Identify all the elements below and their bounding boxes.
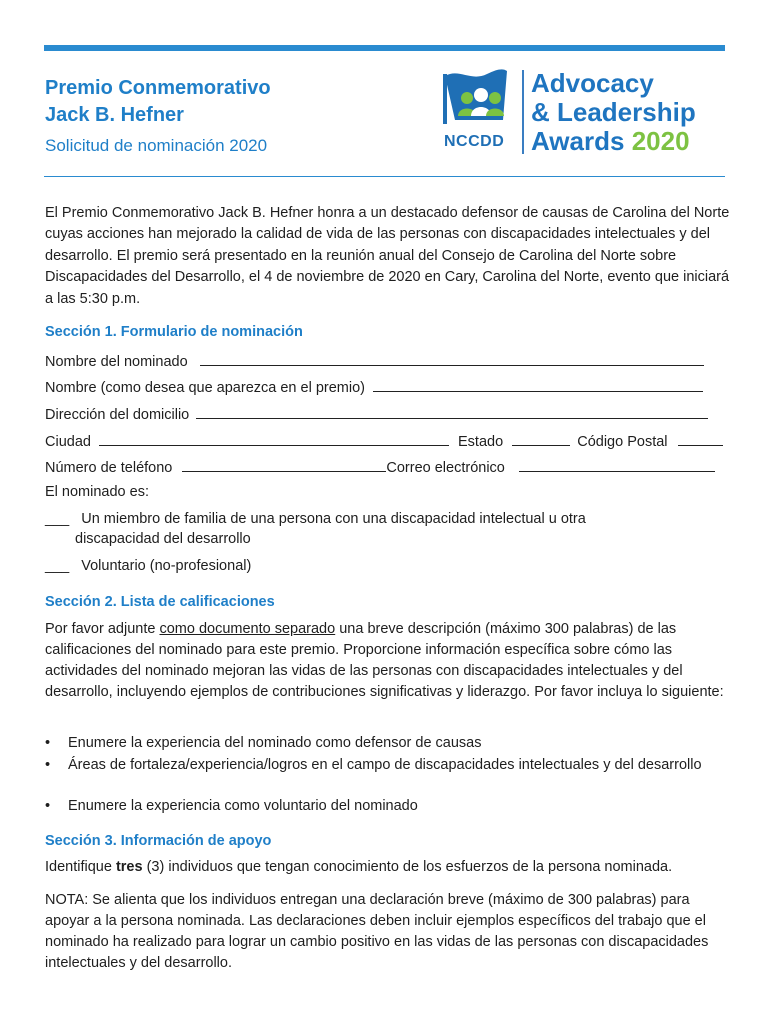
option-2-blank[interactable]: ___ <box>45 558 70 574</box>
section-2-paragraph <box>45 619 725 703</box>
section-3-identify <box>45 857 725 878</box>
option-family-member[interactable] <box>45 511 586 531</box>
section-3-note: NOTA: Se alienta que los individuos entregan una declaración breve (máximo de 300 palabras) para apoyar a la persona nominada. Las declaraciones deben incluir ejemplos específicos del trabajo que el nominado ha realizado para lograr un cambio positivo en las vidas de las personas con discapacidades intelectuales y del desarrollo. <box>45 892 709 971</box>
address-row <box>45 404 708 424</box>
award-name-row <box>45 377 703 397</box>
option-volunteer[interactable] <box>45 558 251 578</box>
section-2-heading: Sección 2. Lista de calificaciones <box>45 594 275 610</box>
org-name: NCCDD <box>444 133 505 150</box>
identify-bold-three: tres <box>115 859 143 875</box>
logo-line-1: Advocacy <box>531 68 654 98</box>
city-label: Ciudad <box>45 434 91 450</box>
email-field[interactable] <box>519 457 715 472</box>
nominee-name-field[interactable] <box>200 351 704 366</box>
logo-awards-word: Awards <box>531 126 625 156</box>
identify-text-after: (3) individuos que tengan conocimiento de los esfuerzos de la persona nominada. <box>142 859 673 875</box>
bullet-text: Enumere la experiencia del nominado como defensor de causas <box>68 735 482 751</box>
bullet-icon: • <box>45 798 51 814</box>
logo-line-2: & Leadership <box>531 97 696 127</box>
identify-text-before: Identifique <box>45 859 116 875</box>
flag-people-icon <box>441 66 521 132</box>
logo-divider <box>522 70 524 154</box>
option-1-label-line2: discapacidad del desarrollo <box>75 531 251 547</box>
logo-year: 2020 <box>631 126 690 156</box>
section-1-heading: Sección 1. Formulario de nominación <box>45 324 303 340</box>
address-label: Dirección del domicilio <box>45 407 190 423</box>
phone-email-row <box>45 457 715 477</box>
title-line-1: Premio Conmemorativo <box>45 77 271 99</box>
phone-field[interactable] <box>182 457 386 472</box>
bullet-text: Enumere la experiencia como voluntario del nominado <box>68 798 418 814</box>
separate-document-emphasis: como documento separado <box>159 621 336 637</box>
option-2-label: Voluntario (no-profesional) <box>81 558 252 574</box>
bullet-text: Áreas de fortaleza/experiencia/logros en el campo de discapacidades intelectuales y del desarrollo <box>68 757 702 773</box>
page-subtitle: Solicitud de nominación 2020 <box>45 136 268 155</box>
section-2-text-after: una breve descripción (máximo 300 palabras) de las calificaciones del nominado para este premio. Proporcione información específica sobre cómo las actividades del nominado mejoran las vidas de las personas con discapacidades intelectuales y del desarrollo, incluyendo ejemplos de contribuciones significativas y liderazgo. Por favor incluya lo siguiente: <box>45 621 724 700</box>
city-field[interactable] <box>99 431 449 446</box>
city-row <box>45 431 723 451</box>
option-1-blank[interactable]: ___ <box>45 511 70 527</box>
state-label: Estado <box>458 434 504 450</box>
nominee-name-row <box>45 351 704 371</box>
logo-line-3 <box>531 127 690 155</box>
intro-paragraph: El Premio Conmemorativo Jack B. Hefner honra a un destacado defensor de causas de Carolina del Norte cuyas acciones han mejorado la calidad de vida de las personas con discapacidades intelectuales y del desarrollo. El premio será presentado en la reunión anual del Consejo de Carolina del Norte sobre Discapacidades del Desarrollo, el 4 de noviembre de 2020 en Cary, Carolina del Norte, evento que iniciará a las 5:30 p.m. <box>45 205 730 307</box>
top-rule <box>44 45 725 51</box>
nominee-name-label: Nombre del nominado <box>45 354 188 370</box>
bullet-icon: • <box>45 757 51 773</box>
bullet-icon: • <box>45 735 51 751</box>
header-divider <box>44 176 725 177</box>
nccdd-awards-logo <box>441 66 731 166</box>
section-2-text-before: Por favor adjunte <box>45 621 160 637</box>
award-name-label: Nombre (como desea que aparezca en el premio) <box>45 380 365 396</box>
section-3-heading: Sección 3. Información de apoyo <box>45 833 272 849</box>
zip-label: Código Postal <box>577 434 668 450</box>
award-name-field[interactable] <box>373 377 703 392</box>
phone-label: Número de teléfono <box>45 460 173 476</box>
state-field[interactable] <box>512 431 570 446</box>
address-field[interactable] <box>196 404 708 419</box>
title-line-2: Jack B. Hefner <box>45 104 184 126</box>
option-1-label-line1: Un miembro de familia de una persona con una discapacidad intelectual u otra <box>81 511 586 527</box>
page-title <box>45 75 271 129</box>
email-label: Correo electrónico <box>386 460 505 476</box>
nominee-is-label: El nominado es: <box>45 484 149 500</box>
zip-field[interactable] <box>678 431 723 446</box>
